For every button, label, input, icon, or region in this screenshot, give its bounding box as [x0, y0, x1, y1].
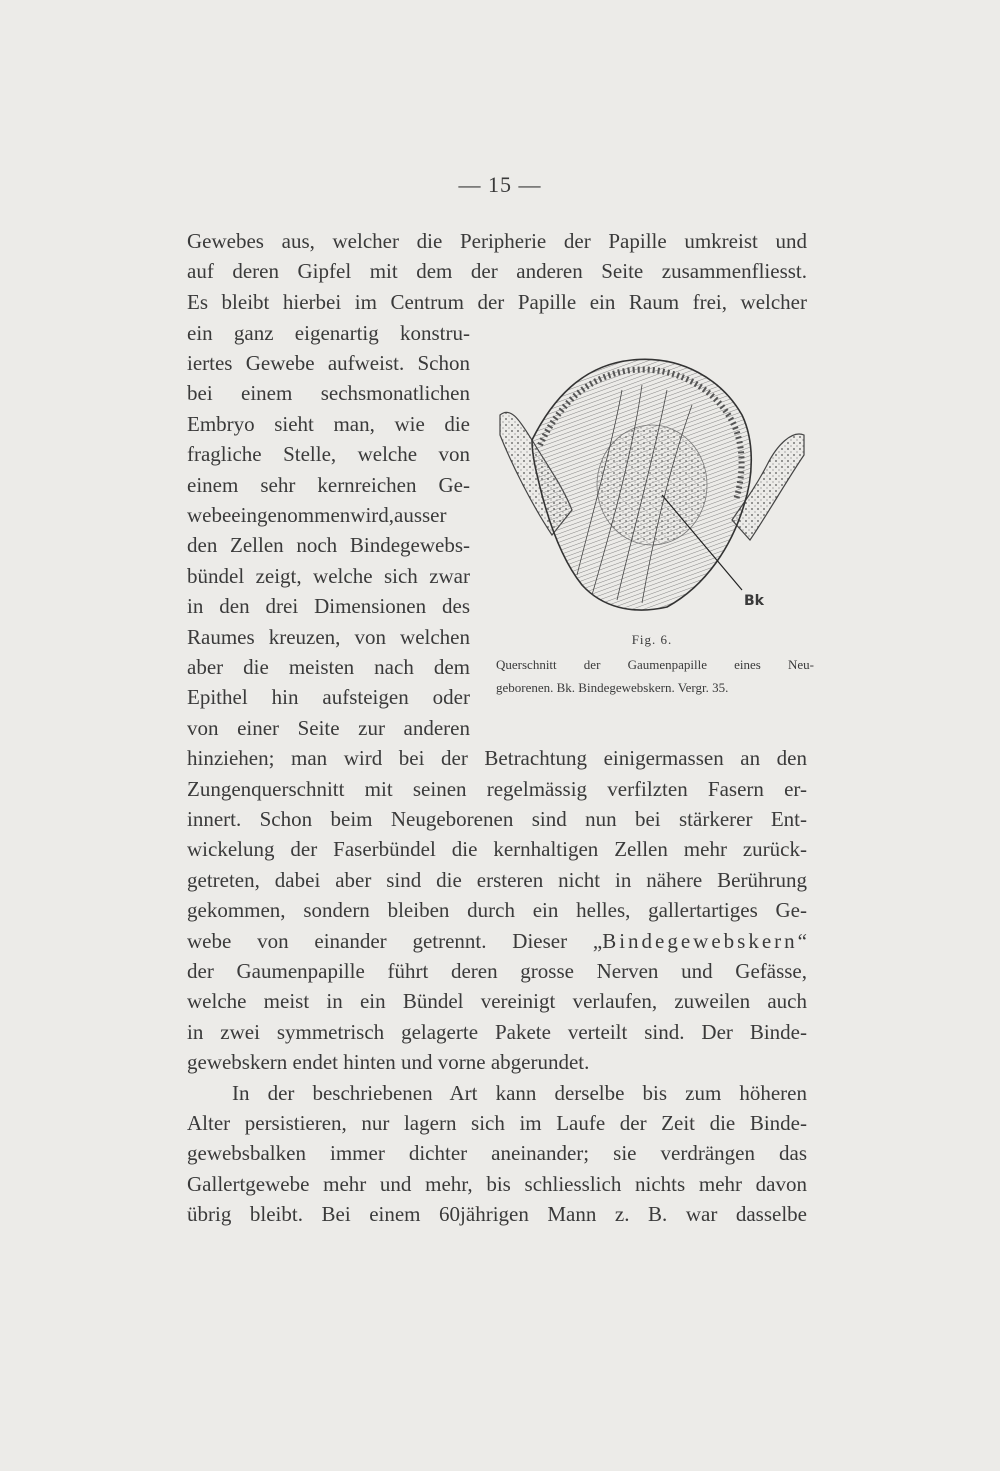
- text-line: übrig bleibt. Bei einem 60jährigen Mann z. B. war dasselbe: [187, 1202, 807, 1226]
- text-line: iertes Gewebe aufweist. Schon: [187, 351, 470, 375]
- text-line-with-term: [187, 926, 807, 956]
- text-line: Es bleibt hierbei im Centrum der Papille ein Raum frei, welcher: [187, 290, 807, 314]
- text-line: der Gaumenpapille führt deren grosse Nerven und Gefässe,: [187, 959, 807, 983]
- text-line: getreten, dabei aber sind die ersteren nicht in nähere Berührung: [187, 868, 807, 892]
- text-line: wickelung der Faserbündel die kernhaltigen Zellen mehr zurück-: [187, 837, 807, 861]
- page-number: — 15 —: [458, 172, 542, 197]
- text-line: Gewebes aus, welcher die Peripherie der Papille umkreist und: [187, 229, 807, 253]
- text-line: Embryo sieht man, wie die: [187, 412, 470, 436]
- text-line: in zwei symmetrisch gelagerte Pakete verteilt sind. Der Binde-: [187, 1020, 807, 1044]
- figure-6: [492, 345, 812, 710]
- text-line: welche meist in ein Bündel vereinigt verlaufen, zuweilen auch: [187, 989, 807, 1013]
- text-line: gewebskern endet hinten und vorne abgerundet.: [187, 1050, 590, 1074]
- text-line: bei einem sechsmonatlichen: [187, 381, 470, 405]
- text-line: Gallertgewebe mehr und mehr, bis schliesslich nichts mehr davon: [187, 1172, 807, 1196]
- text-fragment: webe von einander getrennt. Dieser „: [187, 929, 603, 953]
- text-line: webeeingenommenwird,ausser: [187, 503, 447, 527]
- figure-label: Fig. 6.: [631, 632, 673, 647]
- figure-caption-line: Querschnitt der Gaumenpapille eines Neu-: [496, 657, 814, 672]
- text-line: hinziehen; man wird bei der Betrachtung einigermassen an den: [187, 746, 807, 770]
- closing-quote: “: [797, 929, 807, 953]
- text-line: einem sehr kernreichen Ge-: [187, 473, 470, 497]
- bk-annotation-label: Bk: [744, 593, 764, 609]
- text-line: Epithel hin aufsteigen oder: [187, 685, 470, 709]
- text-line: Zungenquerschnitt mit seinen regelmässig verfilzten Fasern er-: [187, 777, 807, 801]
- text-line: ein ganz eigenartig konstru-: [187, 321, 470, 345]
- text-line: In der beschriebenen Art kann derselbe bis zum höheren: [232, 1081, 807, 1105]
- text-line: fragliche Stelle, welche von: [187, 442, 470, 466]
- text-line: aber die meisten nach dem: [187, 655, 470, 679]
- histology-illustration: [492, 345, 812, 630]
- text-line: Raumes kreuzen, von welchen: [187, 625, 470, 649]
- text-line: von einer Seite zur anderen: [187, 716, 470, 740]
- text-line: Alter persistieren, nur lagern sich im Laufe der Zeit die Binde-: [187, 1111, 807, 1135]
- text-line: auf deren Gipfel mit dem der anderen Seite zusammenfliesst.: [187, 259, 807, 283]
- text-line: gewebsbalken immer dichter aneinander; sie verdrängen das: [187, 1141, 807, 1165]
- text-line: gekommen, sondern bleiben durch ein helles, gallertartiges Ge-: [187, 898, 807, 922]
- text-line: innert. Schon beim Neugeborenen sind nun bei stärkerer Ent-: [187, 807, 807, 831]
- text-line: in den drei Dimensionen des: [187, 594, 470, 618]
- figure-caption-line: geborenen. Bk. Bindegewebskern. Vergr. 35.: [496, 680, 729, 695]
- spaced-term: Bindegewebskern: [602, 929, 798, 953]
- text-line: den Zellen noch Bindegewebs-: [187, 533, 470, 557]
- text-line: bündel zeigt, welche sich zwar: [187, 564, 470, 588]
